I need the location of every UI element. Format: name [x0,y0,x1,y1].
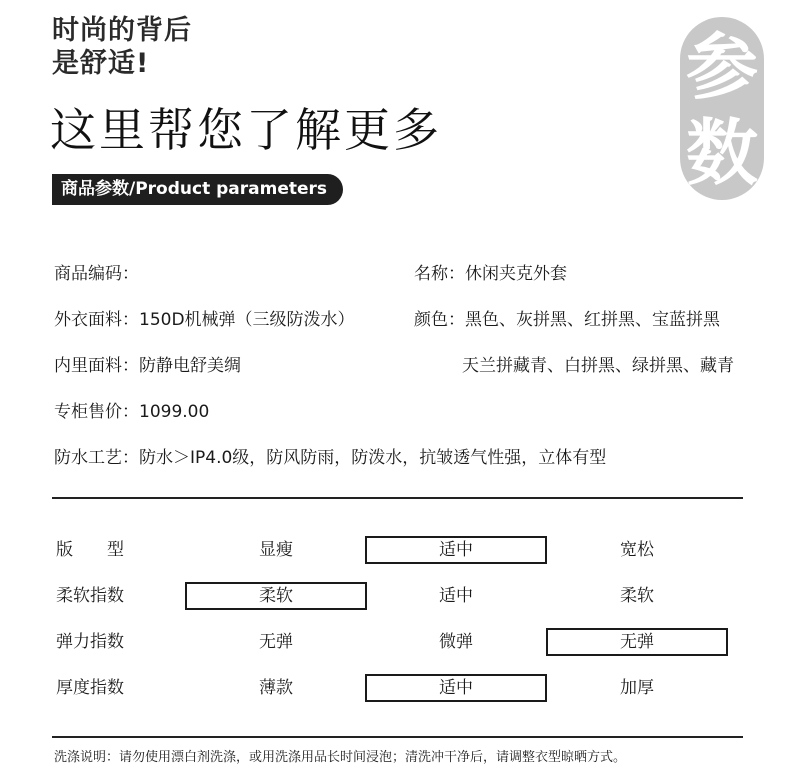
attr-option-softness-3[interactable]: 柔软 [620,586,654,606]
attr-label-elasticity: 弹力指数 [56,632,124,652]
attr-label-thickness: 厚度指数 [56,678,124,698]
spec-inner-fabric: 内里面料：防静电舒美绸 [54,356,241,376]
badge-char-1: 参 [685,25,758,109]
parameters-badge [680,17,764,200]
attr-label-softness: 柔软指数 [56,586,124,606]
attr-option-elasticity-1[interactable]: 无弹 [259,632,293,652]
spec-outer-fabric: 外衣面料：150D机械弹（三级防泼水） [54,310,355,330]
badge-char-2: 数 [685,111,758,195]
tagline-line-2: 是舒适! [52,48,150,79]
divider-bottom [52,736,743,738]
divider-top [52,497,743,499]
attr-option-elasticity-3[interactable]: 无弹 [547,629,727,655]
care-instructions: 洗涤说明：请勿使用漂白剂洗涤，或用洗涤用品长时间浸泡；清洗冲干净后，请调整衣型晾晒方式。 [54,750,627,765]
attr-option-elasticity-2[interactable]: 微弹 [439,632,473,652]
tagline-line-1: 时尚的背后 [52,15,192,46]
spec-waterproof-craft: 防水工艺：防水＞IP4.0级，防风防雨，防泼水，抗皱透气性强，立体有型 [54,448,607,468]
spec-product-code: 商品编码： [54,264,139,284]
attr-option-fit-3[interactable]: 宽松 [620,540,654,560]
spec-name: 名称：休闲夹克外套 [414,264,567,284]
attr-option-softness-2[interactable]: 适中 [439,586,473,606]
attr-label-fit: 版 型 [56,540,124,560]
attr-option-softness-1[interactable]: 柔软 [186,583,366,609]
attr-option-fit-2[interactable]: 适中 [366,537,546,563]
spec-price: 专柜售价：1099.00 [54,402,210,422]
attr-option-thickness-3[interactable]: 加厚 [620,678,654,698]
attr-option-thickness-2[interactable]: 适中 [366,675,546,701]
spec-colors: 颜色：黑色、灰拼黑、红拼黑、宝蓝拼黑 [414,310,720,330]
attr-option-fit-1[interactable]: 显瘦 [259,540,293,560]
headline: 这里帮您了解更多 [50,103,442,157]
attr-option-thickness-1[interactable]: 薄款 [259,678,293,698]
spec-colors-continued: 天兰拼藏青、白拼黑、绿拼黑、藏青 [462,356,734,376]
tagline [52,14,312,80]
section-tag: 商品参数/Product parameters [52,174,343,205]
